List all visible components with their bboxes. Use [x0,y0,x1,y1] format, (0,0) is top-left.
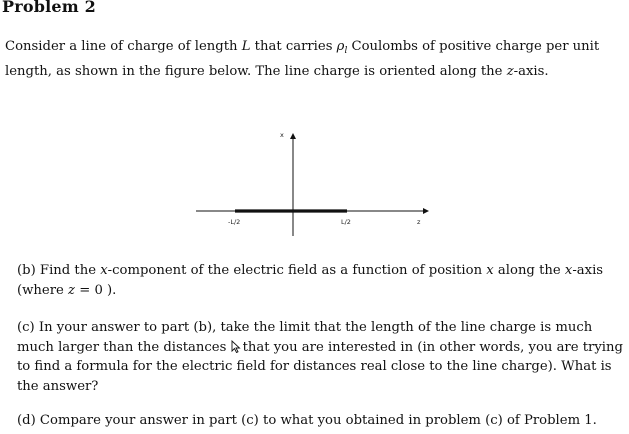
problem-title: Problem 2 [2,0,97,16]
intro-mid1: that carries [254,39,333,54]
part-b-tail: = 0 ). [79,282,117,298]
axis-symbol: z [506,63,514,79]
part-b-x3: x [564,263,573,278]
part-c-text-before: (c) In your answer to part (b), take the limit that the length of the line charge is much much larger than the distances [17,320,593,355]
figure-svg [0,120,629,250]
part-b-x1: x [100,263,108,278]
part-b-mid1: -component of the electric field as a function of position [107,263,483,278]
intro-lead: Consider a line of charge of length [5,39,238,54]
intro-tail: -axis. [513,63,549,79]
horizontal-axis-label: z [417,218,421,226]
part-d-paragraph: (d) Compare your answer in part (c) to what you obtained in problem (c) of Problem 1. [17,413,597,428]
part-c-text-after: that you are interested in (in other words, you are trying to find a formula for the electric field for distances real close to the line charge). What is the answer? [17,339,623,394]
intro-mid2: Coulombs of positive charge per unit length, as shown in the figure below. The line charge is oriented along the [5,39,600,79]
density-symbol: ρ [336,39,345,54]
part-b-paragraph [17,261,623,300]
length-symbol: L [241,39,251,54]
right-end-label: L/2 [341,218,351,226]
part-c-paragraph [17,318,623,396]
mouse-cursor-icon [231,338,243,358]
vertical-axis-label: x [280,131,284,139]
part-b-lead: (b) Find the [17,263,97,278]
part-b-mid2: along the [497,263,561,278]
part-b-z: z [68,282,75,298]
part-b-mid3: -axis (where [17,263,604,298]
line-charge-figure [0,120,629,250]
density-subscript: l [344,46,348,56]
left-end-label: -L/2 [228,218,241,226]
part-b-x2: x [486,263,494,278]
intro-paragraph [5,37,625,81]
